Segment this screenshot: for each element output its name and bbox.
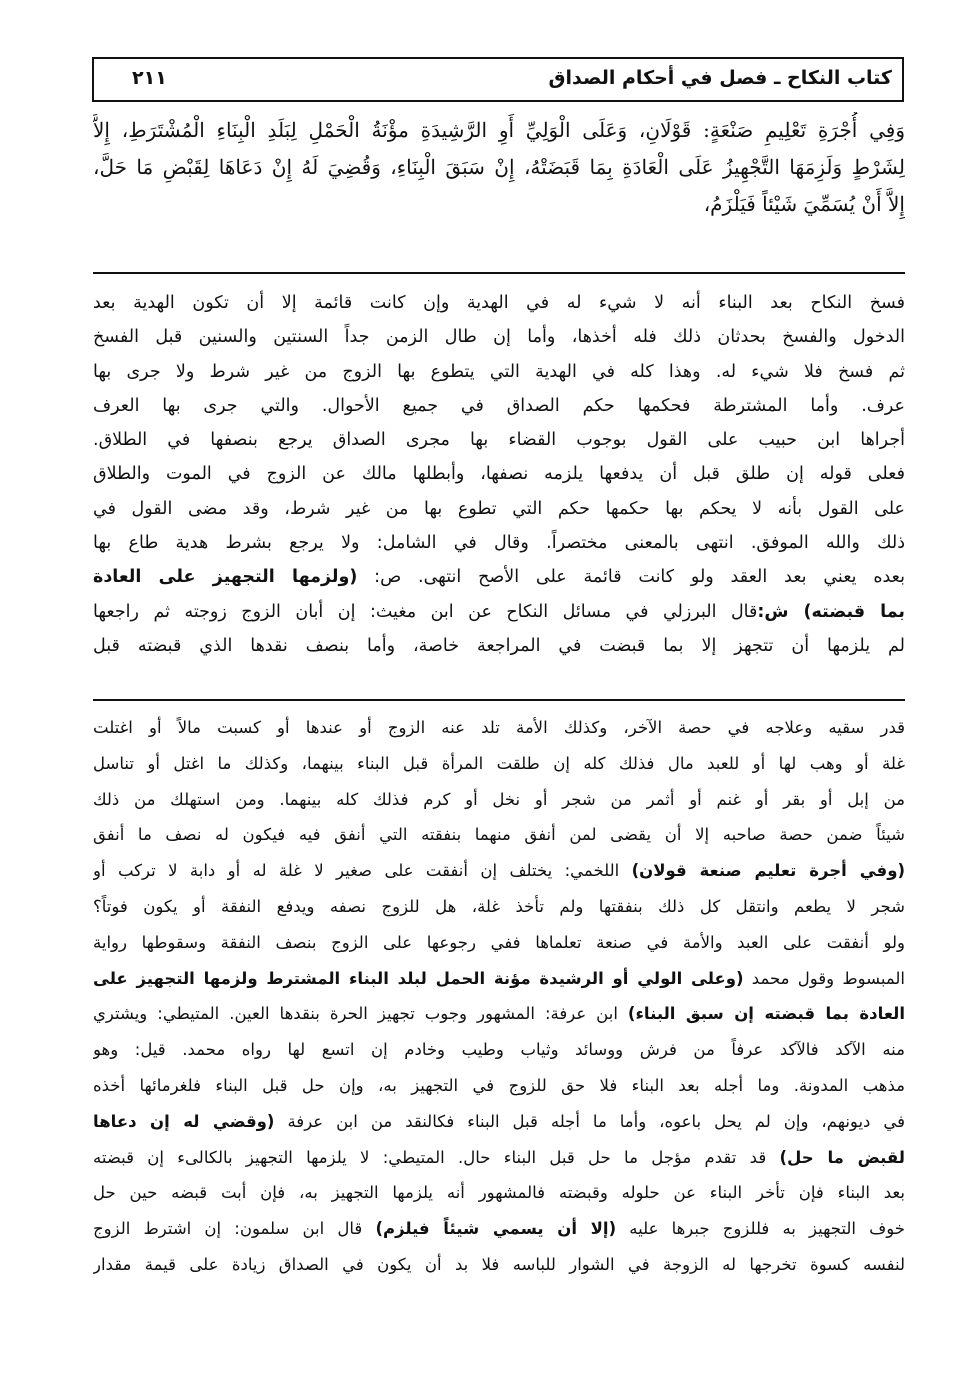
text-segment: قال البرزلي في مسائل النكاح عن ابن مغيث: إن أبان الزوج زوجته ثم راجعها	[93, 601, 758, 622]
divider-rule	[93, 272, 905, 274]
text-line	[93, 961, 905, 997]
text-segment: الدخول والفسخ بحدثان ذلك فله أخذها، وأما إن طال الزمن جداً السنتين والسنين قبل الفسخ	[93, 327, 905, 348]
text-line	[93, 112, 905, 149]
running-title: كتاب النكاح ـ فصل في أحكام الصداق	[548, 67, 892, 89]
text-line	[93, 1247, 905, 1283]
text-line	[93, 1211, 905, 1247]
text-segment: منه الآكد فالآكد عرفاً من فرش ووسائد وثياب وطيب وخادم إن اتسع لها رواه محمد. قيل: وهو	[93, 1040, 905, 1060]
text-segment: خوف التجهيز به فللزوج جبرها عليه	[616, 1219, 905, 1239]
text-line	[93, 782, 905, 818]
text-line	[93, 1068, 905, 1104]
quoted-matn-segment: (وقضي له إن دعاها	[93, 1111, 275, 1131]
text-segment: فعلى قوله إن طلق قبل أن يدفعها يلزمه نصفها، وأبطلها مالك عن الزوج في الموت والطلاق	[93, 464, 905, 485]
text-segment: وَفِي أُجْرَةِ تَعْلِيمِ صَنْعَةٍ: قَوْلَانِ، وَعَلَى الْوَلِيِّ أَوِ الرَّشِيدَةِ مؤْنَةُ الْحَمْلِ لِبَلَدِ الْبِنَاءِ الْمُشْتَرَطِ، إِلاَّ	[93, 118, 905, 142]
main-text-matn	[93, 112, 905, 223]
text-line	[93, 996, 905, 1032]
text-segment: قدر سقيه وعلاجه في حصة الآخر، وكذلك الأمة تلد عنه الزوج أو عندها أو كسبت مالاً أو اغتلت	[93, 718, 905, 737]
divider-rule	[93, 699, 905, 701]
text-segment: أجراها ابن حبيب على القول بوجوب القضاء بها مجرى الصداق يرجع بنصفها في الطلاق.	[93, 430, 905, 451]
text-line	[93, 1175, 905, 1211]
text-segment: قد تقدم مؤجل ما حل قبل البناء حال. المتيطي: لا يلزمها التجهيز بالكالىء إن قبضته	[93, 1147, 780, 1167]
quoted-matn-segment: بما قبضته) ش:	[757, 601, 905, 622]
text-line	[93, 492, 905, 526]
text-segment: من إبل أو بقر أو غنم أو أثمر من شجر أو نخل أو كرم فذلك كله بينهما. ومن استهلك من ذلك	[93, 789, 905, 809]
text-segment: بعده يعني بعد العقد ولو كانت قائمة على الأصح انتهى. ص:	[357, 567, 905, 588]
text-line	[93, 629, 905, 663]
page-number: ٢١١	[132, 67, 167, 89]
text-line	[93, 560, 905, 594]
text-line	[93, 746, 905, 782]
text-segment: قال ابن سلمون: إن اشترط الزوج	[93, 1219, 376, 1239]
text-line	[93, 457, 905, 491]
text-segment: ثم فسخ فلا شيء له. وهذا كله في الهدية التي يتطوع بها الزوج من غير شرط ولا جرى بها	[93, 361, 905, 382]
text-segment: اللخمي: يختلف إن أنفقت على صغير لا غلة له أو دابة لا تركب أو	[93, 861, 632, 881]
text-segment: ذلك والله الموفق. انتهى بالمعنى مختصراً. وقال في الشامل: ولا يرجع بشرط هدية طاع بها	[93, 533, 905, 554]
text-line	[93, 1032, 905, 1068]
text-segment: شجر لا يطعم وانتقل كل ذلك بنفقتها ولم تأخذ غلة، هل للزوج نصفه ويدفع النفقة أو يكون فوتاً؟	[93, 896, 905, 916]
text-line	[93, 355, 905, 389]
text-line	[93, 389, 905, 423]
text-segment: بعد البناء فإن تأخر البناء عن حلوله وقبضته فالمشهور أنه يلزمها التجهيز به، فإن أبت قبضه حين حل	[93, 1183, 905, 1203]
text-line	[93, 1140, 905, 1176]
text-segment: لم يلزمها أن تتجهز إلا بما قبضت في المراجعة خاصة، وأما بنصف نقدها الذي قبضته قبل	[93, 635, 905, 656]
text-line	[93, 889, 905, 925]
quoted-matn-segment: لقبض ما حل)	[779, 1147, 905, 1167]
text-segment: ولو أنفقت على العبد والأمة في صنعة تعلماها ففي رجوعها على الزوج بنصف النفقة وسقوطها رواية	[93, 932, 905, 952]
text-segment: المبسوط وقول محمد	[743, 968, 905, 988]
quoted-matn-segment: (إلا أن يسمي شيئاً فيلزم)	[375, 1219, 617, 1239]
text-segment: إِلاَّ أَنْ يُسَمِّيَ شَيْئاً فَيَلْزَمُ،	[703, 192, 905, 216]
text-segment: فسخ النكاح بعد البناء أنه لا شيء له في الهدية وإن كانت قائمة إلا أن تكون الهدية بعد	[93, 293, 905, 313]
text-segment: لنفسه كسوة تخرجها له الزوجة في الشوار للباسه فلا بد أن يكون في الصداق زيادة على قيمة مقدار	[93, 1254, 905, 1274]
quoted-matn-segment: (وعلى الولي أو الرشيدة مؤنة الحمل لبلد البناء المشترط ولزمها التجهيز على	[93, 968, 744, 988]
footnote-commentary-text	[93, 710, 905, 1283]
text-line	[93, 1104, 905, 1140]
text-line	[93, 817, 905, 853]
text-line	[93, 320, 905, 354]
text-line	[93, 710, 905, 746]
text-segment: عرف. وأما المشترطة فحكمها حكم الصداق في جميع الأحوال. والتي جرى بها العرف	[93, 395, 905, 416]
text-line	[93, 853, 905, 889]
text-line	[93, 526, 905, 560]
text-segment: ابن عرفة: المشهور وجوب تجهيز الحرة بنقدها العين. المتيطي: ويشتري	[93, 1004, 628, 1024]
text-line	[93, 286, 905, 320]
running-header	[92, 57, 904, 102]
quoted-matn-segment: العادة بما قبضته إن سبق البناء)	[627, 1004, 905, 1024]
text-segment: غلة أو وهب لها أو للعبد مال فذلك كله إن طلقت المرأة قبل البناء بينهما، وكذلك ما اغتل أو تناسل	[93, 753, 905, 773]
text-segment: لِشَرْطٍ وَلَزِمَهَا التَّجْهِيزُ عَلَى الْعَادَةِ بِمَا قَبَضَتْهُ، إِنْ سَبَقَ الْبِنَاءِ، وَقُضِيَ لَهُ إِنْ دَعَاهَا لِقَبْضِ مَا حَلَّ،	[93, 155, 905, 179]
commentary-text	[93, 286, 905, 663]
quoted-matn-segment: (وفي أجرة تعليم صنعة قولان)	[631, 861, 905, 881]
text-line	[93, 149, 905, 186]
text-line	[93, 423, 905, 457]
text-line	[93, 186, 905, 223]
text-segment: على القول بأنه لا يحكم بها حكمها حكم التي تطوع بها من غير شرط، وقد مضى القول في	[93, 498, 905, 519]
quoted-matn-segment: (ولزمها التجهيز على العادة	[93, 567, 358, 588]
text-line	[93, 595, 905, 629]
text-segment: مذهب المدونة. وما أجله بعد البناء فلا حق للزوج في التجهيز به، وإن حل قبل البناء فلغرمائها أخذه	[93, 1075, 905, 1095]
text-segment: في ديونهم، وإن لم يحل باعوه، وأما ما أجله قبل البناء فكالنقد من ابن عرفة	[274, 1111, 905, 1131]
text-segment: شيئاً ضمن حصة صاحبه إلا أن يقضى لمن أنفق منهما بنفقته التي أنفق فيه فيكون له نصف ما أنفق	[93, 825, 905, 845]
text-line	[93, 925, 905, 961]
